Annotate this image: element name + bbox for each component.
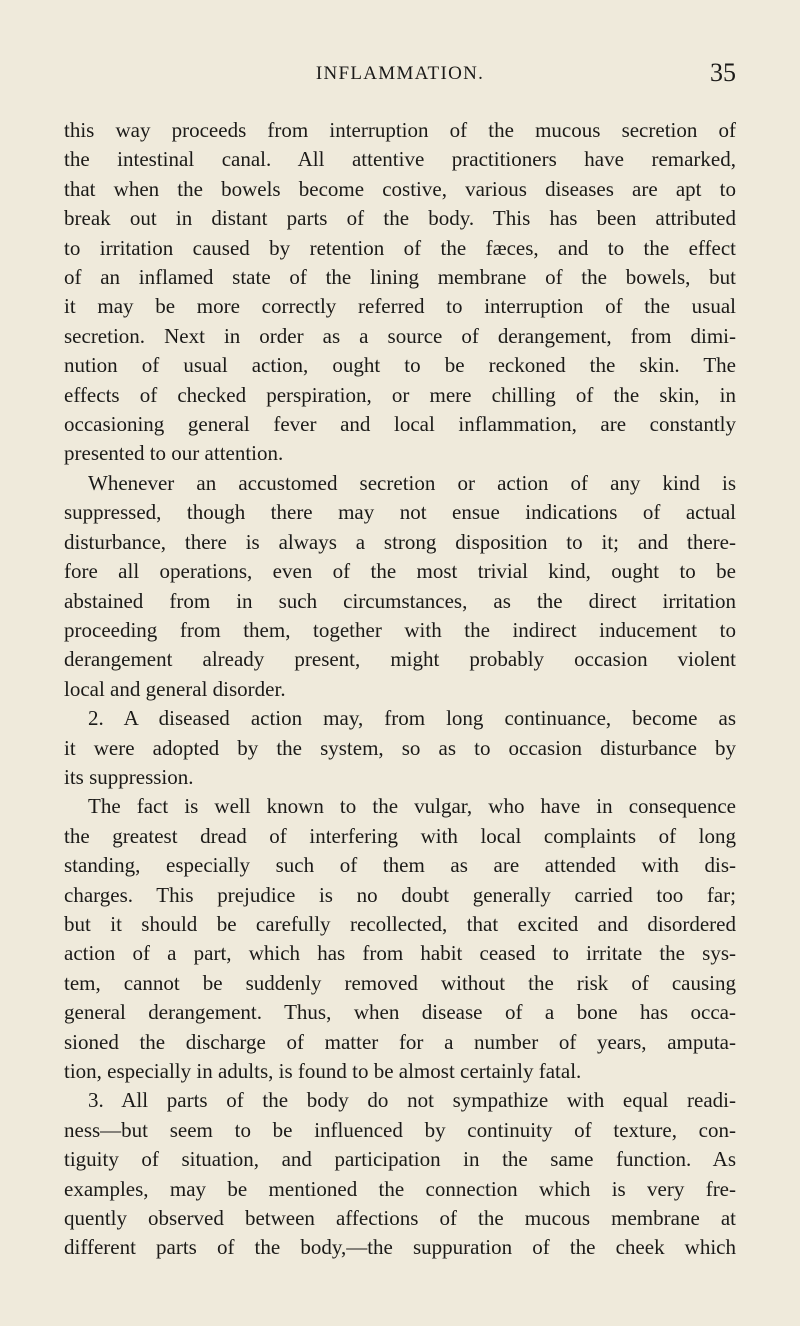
- text-line: different parts of the body,—the suppuration of the cheek which: [64, 1235, 736, 1260]
- text-line: effects of checked perspiration, or mere chilling of the skin, in: [64, 382, 736, 407]
- text-line: its suppression.: [64, 764, 194, 789]
- text-line: derangement already present, might probably occasion violent: [64, 647, 736, 672]
- text-line: sioned the discharge of matter for a number of years, amputa-: [64, 1029, 736, 1054]
- page-number: 35: [710, 58, 736, 87]
- text-line: nution of usual action, ought to be reckoned the skin. The: [64, 353, 736, 378]
- text-line: 2. A diseased action may, from long continuance, become as: [88, 706, 736, 731]
- text-line: action of a part, which has from habit ceased to irritate the sys-: [64, 941, 736, 966]
- text-line: this way proceeds from interruption of the mucous secretion of: [64, 118, 736, 142]
- text-line: ness—but seem to be influenced by continuity of texture, con-: [64, 1117, 736, 1142]
- text-line: the intestinal canal. All attentive practitioners have remarked,: [64, 147, 736, 172]
- text-line: break out in distant parts of the body. This has been attributed: [64, 206, 736, 231]
- text-line: The fact is well known to the vulgar, who have in consequence: [88, 794, 736, 819]
- text-line: the greatest dread of interfering with local complaints of long: [64, 823, 736, 848]
- text-line: it may be more correctly referred to interruption of the usual: [64, 294, 736, 319]
- text-line: secretion. Next in order as a source of derangement, from dimi-: [64, 323, 736, 348]
- text-line: proceeding from them, together with the indirect inducement to: [64, 617, 736, 642]
- text-line: tion, especially in adults, is found to be almost certainly fatal.: [64, 1059, 582, 1083]
- text-line: general derangement. Thus, when disease of a bone has occa-: [64, 1000, 736, 1025]
- text-line: charges. This prejudice is no doubt generally carried too far;: [64, 882, 736, 907]
- text-line: local and general disorder.: [64, 676, 286, 701]
- text-line: tiguity of situation, and participation in the same function. As: [64, 1147, 736, 1172]
- text-line: to irritation caused by retention of the fæces, and to the effect: [64, 235, 736, 260]
- text-line: that when the bowels become costive, various diseases are apt to: [64, 176, 736, 201]
- text-line: suppressed, though there may not ensue indications of actual: [64, 500, 736, 525]
- text-line: disturbance, there is always a strong disposition to it; and there-: [64, 529, 736, 554]
- text-line: it were adopted by the system, so as to occasion disturbance by: [64, 735, 736, 760]
- text-line: but it should be carefully recollected, that excited and disordered: [64, 911, 736, 936]
- body-text: [64, 116, 736, 1263]
- text-line: examples, may be mentioned the connection which is very fre-: [64, 1176, 736, 1201]
- text-line: 3. All parts of the body do not sympathize with equal readi-: [88, 1088, 736, 1113]
- text-line: presented to our attention.: [64, 441, 284, 466]
- text-line: quently observed between affections of the mucous membrane at: [64, 1206, 736, 1231]
- text-line: occasioning general fever and local inflammation, are constantly: [64, 412, 736, 437]
- text-line: standing, especially such of them as are attended with dis-: [64, 853, 736, 878]
- text-line: abstained from in such circumstances, as the direct irritation: [64, 588, 736, 613]
- book-page: [64, 58, 736, 1263]
- page-header: [64, 58, 736, 98]
- text-line: tem, cannot be suddenly removed without the risk of causing: [64, 970, 736, 995]
- text-line: Whenever an accustomed secretion or action of any kind is: [88, 470, 736, 495]
- text-line: of an inflamed state of the lining membrane of the bowels, but: [64, 265, 736, 290]
- running-title: INFLAMMATION.: [315, 63, 485, 84]
- text-line: fore all operations, even of the most trivial kind, ought to be: [64, 559, 736, 584]
